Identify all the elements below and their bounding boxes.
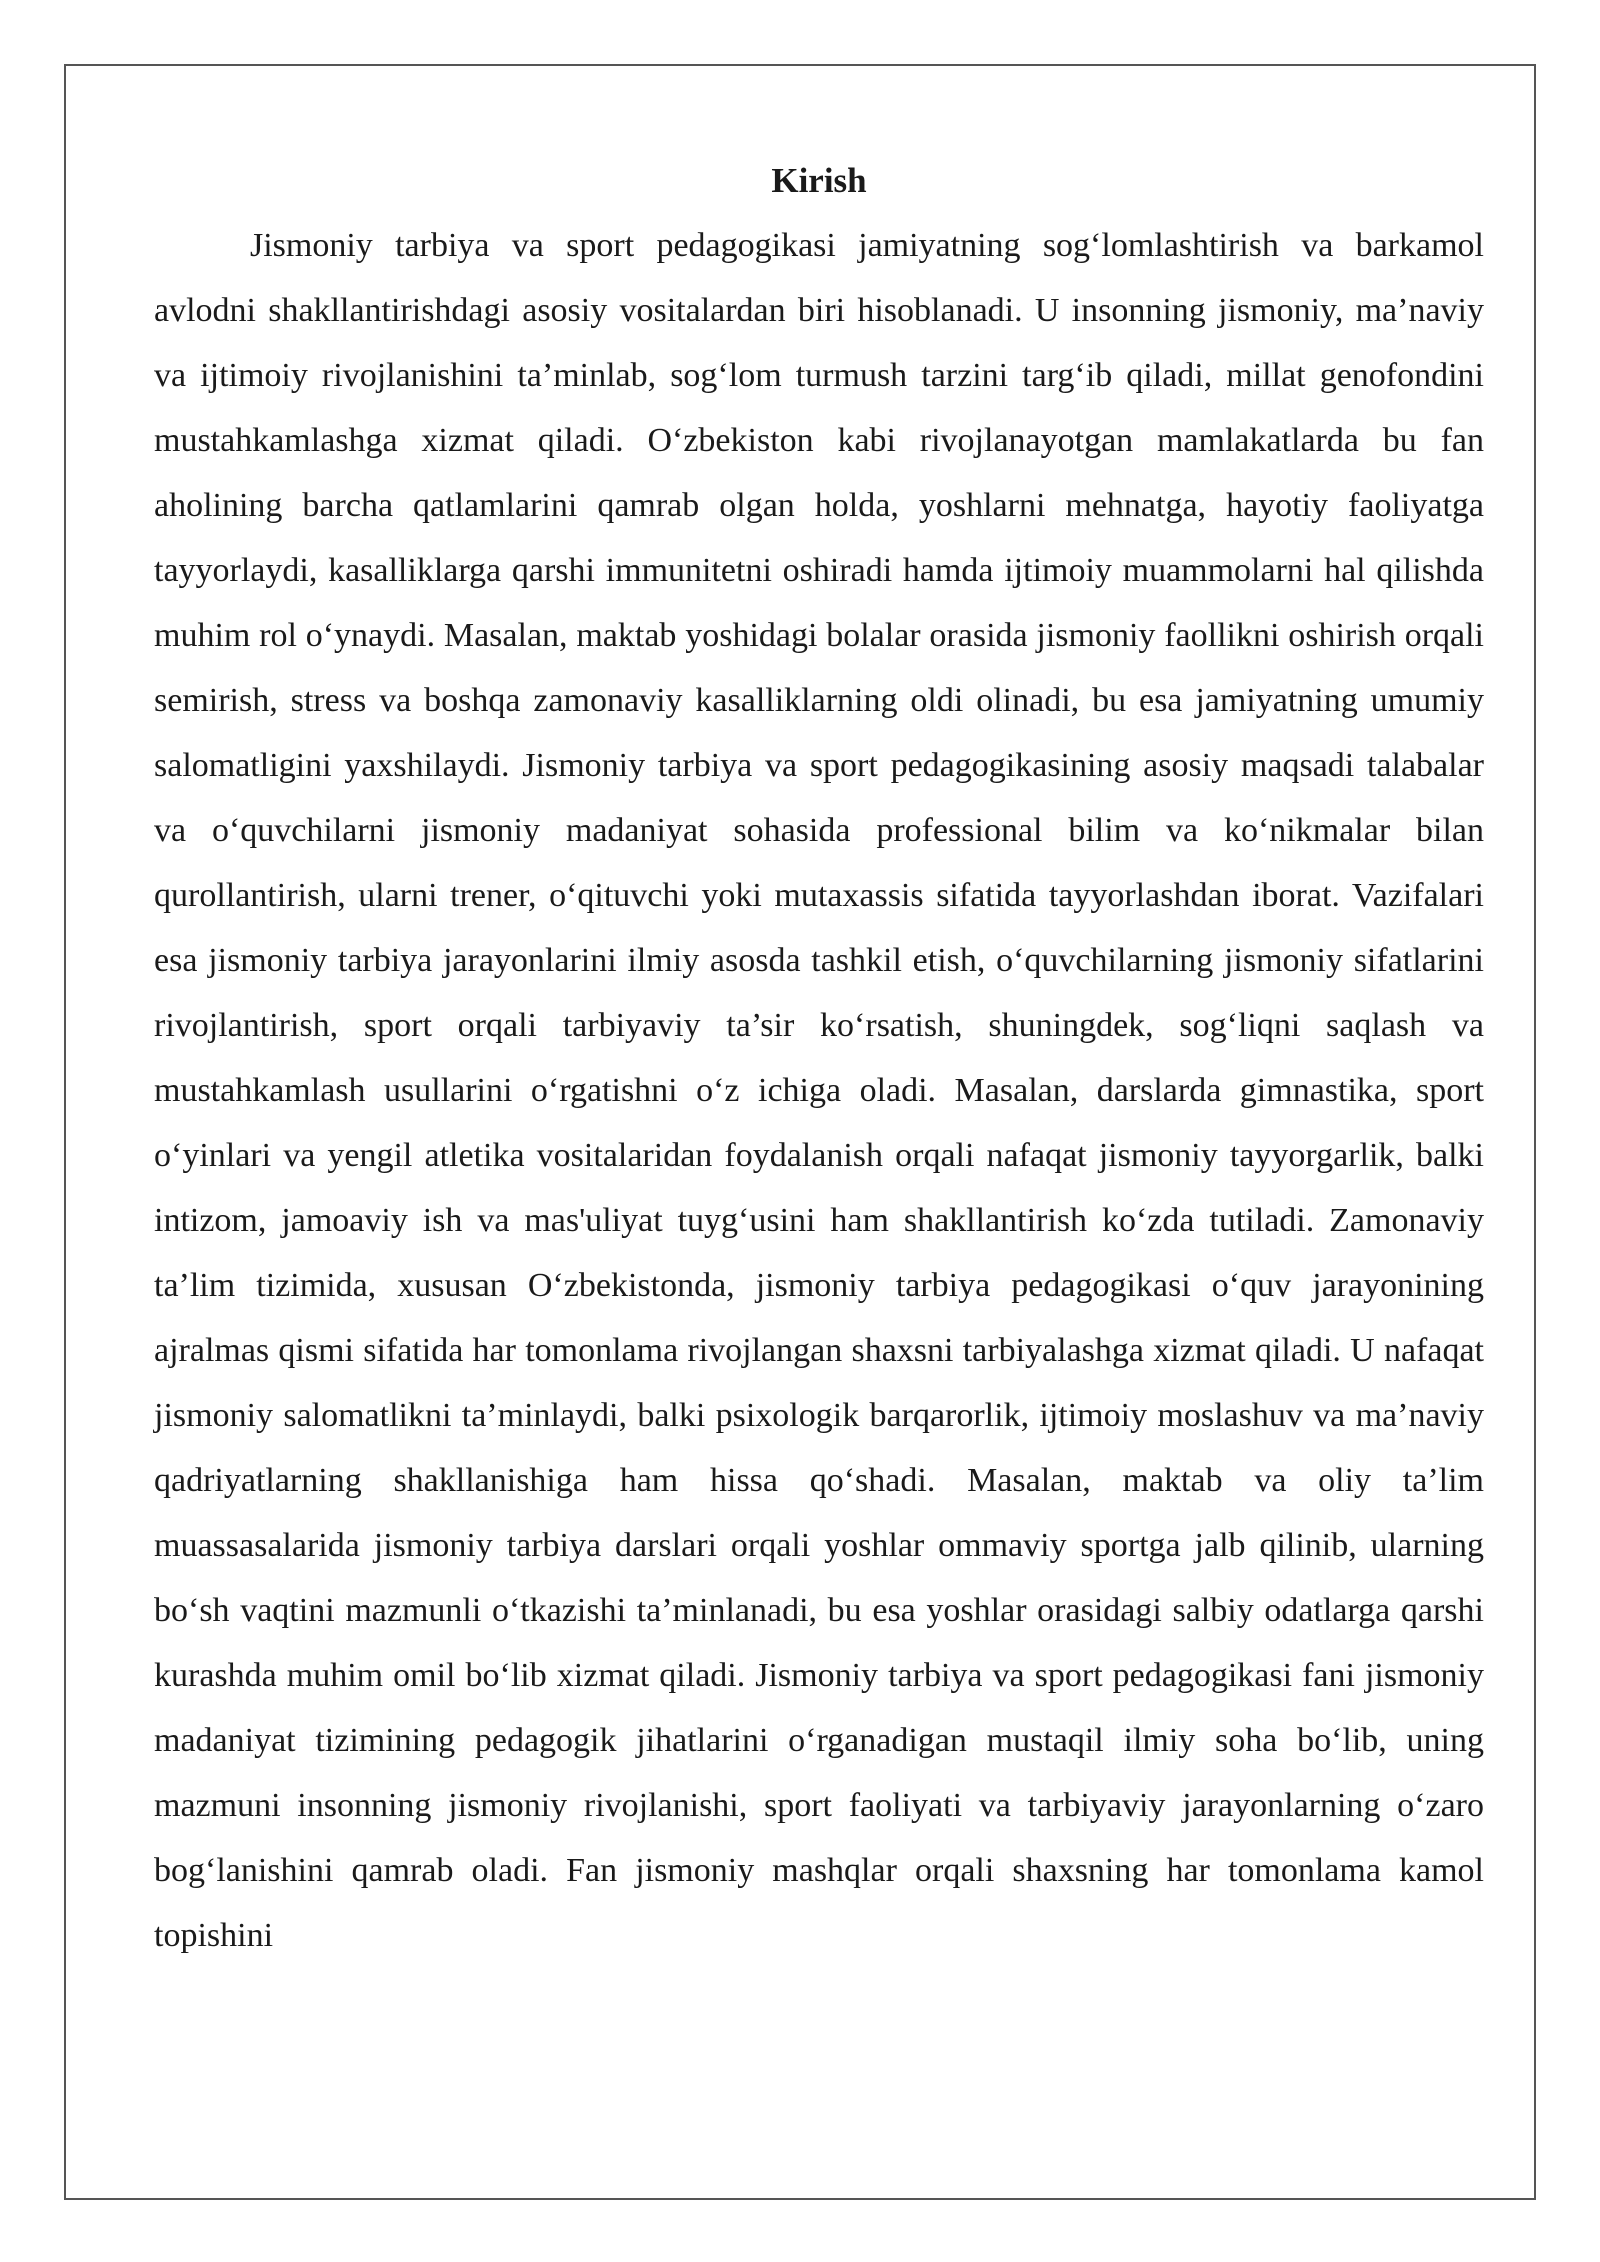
page-frame <box>64 64 1536 2200</box>
section-title: Kirish <box>771 161 867 200</box>
page-content <box>154 148 1484 1968</box>
body-paragraph: Jismoniy tarbiya va sport pedagogikasi jamiyatning sog‘lomlashtirish va barkamol avlodni shakllantirishdagi asosiy vositalardan biri hisoblanadi. U insonning jismoniy, ma’naviy va ijtimoiy rivojlanishini ta’minlab, sog‘lom turmush tarzini targ‘ib qiladi, millat genofondini mustahkamlashga xizmat qiladi. O‘zbekiston kabi rivojlanayotgan mamlakatlarda bu fan aholining barcha qatlamlarini qamrab olgan holda, yoshlarni mehnatga, hayotiy faoliyatga tayyorlaydi, kasalliklarga qarshi immunitetni oshiradi hamda ijtimoiy muammolarni hal qilishda muhim rol o‘ynaydi. Masalan, maktab yoshidagi bolalar orasida jismoniy faollikni oshirish orqali semirish, stress va boshqa zamonaviy kasalliklarning oldi olinadi, bu esa jamiyatning umumiy salomatligini yaxshilaydi. Jismoniy tarbiya va sport pedagogikasining asosiy maqsadi talabalar va o‘quvchilarni jismoniy madaniyat sohasida professional bilim va ko‘nikmalar bilan qurollantirish, ularni trener, o‘qituvchi yoki mutaxassis sifatida tayyorlashdan iborat. Vazifalari esa jismoniy tarbiya jarayonlarini ilmiy asosda tashkil etish, o‘quvchilarning jismoniy sifatlarini rivojlantirish, sport orqali tarbiyaviy ta’sir ko‘rsatish, shuningdek, sog‘liqni saqlash va mustahkamlash usullarini o‘rgatishni o‘z ichiga oladi. Masalan, darslarda gimnastika, sport o‘yinlari va yengil atletika vositalaridan foydalanish orqali nafaqat jismoniy tayyorgarlik, balki intizom, jamoaviy ish va mas'uliyat tuyg‘usini ham shakllantirish ko‘zda tutiladi. Zamonaviy ta’lim tizimida, xususan O‘zbekistonda, jismoniy tarbiya pedagogikasi o‘quv jarayonining ajralmas qismi sifatida har tomonlama rivojlangan shaxsni tarbiyalashga xizmat qiladi. U nafaqat jismoniy salomatlikni ta’minlaydi, balki psixologik barqarorlik, ijtimoiy moslashuv va ma’naviy qadriyatlarning shakllanishiga ham hissa qo‘shadi. Masalan, maktab va oliy ta’lim muassasalarida jismoniy tarbiya darslari orqali yoshlar ommaviy sportga jalb qilinib, ularning bo‘sh vaqtini mazmunli o‘tkazishi ta’minlanadi, bu esa yoshlar orasidagi salbiy odatlarga qarshi kurashda muhim omil bo‘lib xizmat qiladi. Jismoniy tarbiya va sport pedagogikasi fani jismoniy madaniyat tizimining pedagogik jihatlarini o‘rganadigan mustaqil ilmiy soha bo‘lib, uning mazmuni insonning jismoniy rivojlanishi, sport faoliyati va tarbiyaviy jarayonlarning o‘zaro bog‘lanishini qamrab oladi. Fan jismoniy mashqlar orqali shaxsning har tomonlama kamol topishini <box>154 227 1484 1954</box>
